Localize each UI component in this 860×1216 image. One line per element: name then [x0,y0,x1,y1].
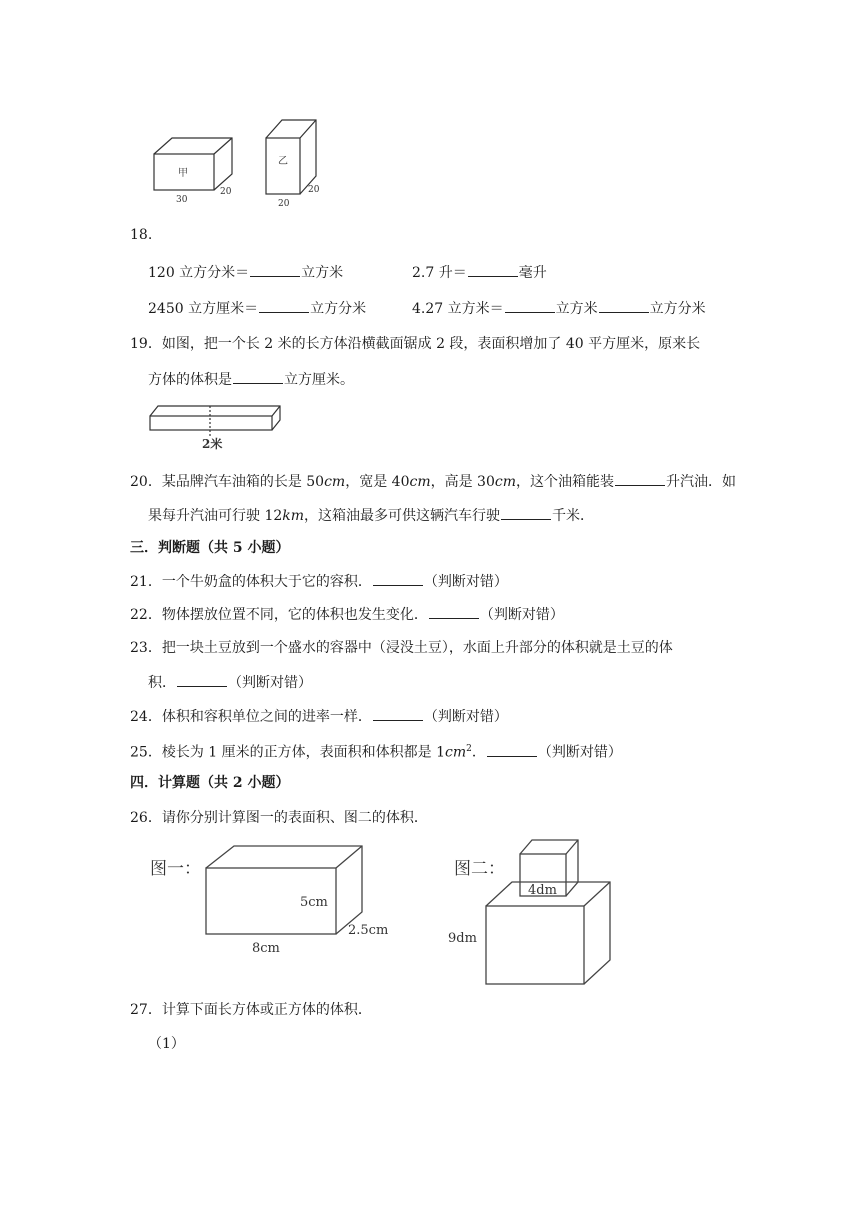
fig2-big-edge: 9dm [448,931,477,946]
q18-b-text: 2.7 升＝ [412,265,467,281]
q20-u2: cm [409,474,431,490]
q22-tail: （判断对错） [479,607,564,623]
q18-d-blank1[interactable] [505,298,555,313]
q19-line2 [148,369,354,390]
fig2-label: 图二： [454,859,505,879]
beam-length-label: 2米 [202,437,223,451]
q18-c-blank[interactable] [259,298,309,313]
q18-d-blank2[interactable] [599,298,649,313]
q18-d-unit1: 立方米 [555,301,598,317]
q23-line2 [148,672,312,693]
q20-blank2[interactable] [501,505,551,520]
q25-text-b: ． [471,744,486,761]
q21-text: 21．一个牛奶盒的体积大于它的容积． [130,574,372,590]
fig1-height: 5cm [300,895,328,910]
q23-l2: 积． [148,675,176,691]
fig1-length: 8cm [252,941,280,956]
q24-tail: （判断对错） [423,709,508,725]
q27-text: 27．计算下面长方体或正方体的体积． [130,1002,372,1018]
q23-tail: （判断对错） [228,675,312,691]
q22-blank[interactable] [429,604,479,619]
q25-tail: （判断对错） [537,744,622,761]
q22-text: 22．物体摆放位置不同，它的体积也发生变化． [130,607,428,623]
box-yi-label: 乙 [278,156,288,167]
q18-item-c [148,298,366,319]
q20-u3: cm [494,474,516,490]
fig1-depth: 2.5cm [348,923,389,938]
q20-l1d: ，这个油箱能装 [516,474,614,490]
box-yi-width: 20 [278,199,290,209]
section-3-heading: 三．判断题（共 5 小题） [130,540,290,556]
fig2-small-edge: 4dm [528,883,557,898]
box-jia-depth: 20 [220,187,232,197]
q18-a-text: 120 立方分米＝ [148,265,250,281]
q19-line1: 19．如图，把一个长 2 米的长方体沿横截面锯成 2 段，表面积增加了 40 平方厘米，原来长 [130,336,701,352]
q18-item-d [412,298,706,319]
q18-number: 18. [130,227,153,243]
q18-a-unit: 立方米 [301,265,344,281]
q26-text: 26．请你分别计算图一的表面积、图二的体积． [130,810,428,826]
q21 [130,571,508,592]
q19-blank[interactable] [233,369,283,384]
figure-two [446,836,626,992]
q19-line2-b: 立方厘米。 [284,372,354,388]
q25-unit: cm [444,744,467,761]
q18-item-a [148,262,343,283]
boxes-figure [146,114,346,214]
q20-l1b: ，宽是 40 [345,474,410,490]
q25-blank[interactable] [487,742,537,757]
q20-l2a: 果每升汽油可行驶 12 [148,508,283,524]
q25-text-a: 25．棱长为 1 厘米的正方体，表面积和体积都是 1 [130,744,445,761]
q21-tail: （判断对错） [423,574,508,590]
q25-sup: 2 [466,744,472,754]
q24-text: 24．体积和容积单位之间的进率一样． [130,709,372,725]
fig1-label: 图一： [150,859,201,879]
q18-b-unit: 毫升 [518,265,547,281]
q18-a-blank[interactable] [250,262,300,277]
q20-l1c: ，高是 30 [430,474,495,490]
q20-u4: km [282,508,305,524]
section-4-heading: 四．计算题（共 2 小题） [130,775,290,791]
q18-d-text: 4.27 立方米＝ [412,301,504,317]
q23-line1: 23．把一块土豆放到一个盛水的容器中（浸没土豆），水面上升部分的体积就是土豆的体 [130,640,673,656]
q22 [130,604,564,625]
q20-line1 [130,471,736,492]
q20-u1: cm [324,474,346,490]
q18-b-blank[interactable] [468,262,518,277]
box-yi-depth: 20 [308,185,320,195]
q18-item-b [412,262,547,283]
q18-d-unit2: 立方分米 [649,301,706,317]
q18-c-unit: 立方分米 [310,301,367,317]
q18-c-text: 2450 立方厘米＝ [148,301,259,317]
q20-l2c: 千米． [552,508,595,524]
q20-l1a: 20．某品牌汽车油箱的长是 50 [130,474,325,490]
q23-blank[interactable] [177,672,227,687]
figure-one [146,840,406,960]
q20-blank1[interactable] [615,471,665,486]
q20-line2 [148,505,594,526]
q20-l2b: ，这箱油最多可供这辆汽车行驶 [304,508,501,524]
q19-line2-a: 方体的体积是 [148,372,232,388]
q20-l1e: 升汽油．如 [666,474,736,490]
q24 [130,706,508,727]
box-jia-width: 30 [176,195,188,205]
q24-blank[interactable] [373,706,423,721]
box-jia-label: 甲 [178,168,188,179]
beam-figure [146,402,288,452]
q25 [130,739,622,763]
q21-blank[interactable] [373,571,423,586]
q27-sub: （1） [148,1036,185,1052]
